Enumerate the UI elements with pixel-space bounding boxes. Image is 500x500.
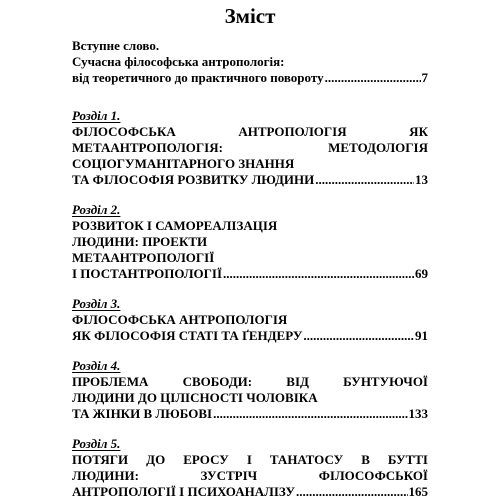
intro-line-3: від теоретичного до практичного повороту [72, 70, 324, 85]
section-title-line: РОЗВИТОК І САМОРЕАЛІЗАЦІЯ [72, 218, 278, 233]
section-label: Розділ 4. [72, 358, 121, 373]
section-leader-line [72, 406, 428, 422]
table-of-contents [72, 38, 428, 500]
intro-line-2: Сучасна філософська антропологія: [72, 54, 285, 69]
section-title-line: ПРОБЛЕМА СВОБОДИ: ВІД БУНТУЮЧОЇ [72, 374, 428, 389]
section-title-line: СОЦІОГУМАНІТАРНОГО ЗНАННЯ [72, 156, 295, 171]
section-leader-line [72, 172, 428, 188]
section-title-last-line: І ПОСТАНТРОПОЛОГІЇ [72, 266, 223, 281]
section-title-line: ПОТЯГИ ДО ЕРОСУ І ТАНАТОСУ В БУТТІ [72, 452, 428, 467]
page-number: 7 [421, 70, 428, 85]
section-title-last-line: ТА ЖІНКИ В ЛЮБОВІ [72, 406, 213, 421]
page-title: Зміст [224, 4, 276, 28]
page-number: 165 [408, 484, 428, 499]
section-title-line: ФІЛОСОФСЬКА АНТРОПОЛОГІЯ [72, 312, 288, 327]
section-leader-line [72, 266, 428, 282]
dot-leader [325, 70, 421, 86]
section-label: Розділ 1. [72, 108, 121, 123]
toc-entry-section-1[interactable] [72, 108, 428, 188]
intro-leader-line [72, 70, 428, 86]
section-title-line: ЛЮДИНИ: ЗУСТРІЧ ФІЛОСОФСЬКОЇ [72, 468, 428, 483]
section-leader-line [72, 328, 428, 344]
section-leader-line [72, 484, 428, 500]
section-title-last-line: АНТРОПОЛОГІЇ І ПСИХОАНАЛІЗУ [72, 484, 295, 499]
section-label: Розділ 5. [72, 436, 121, 451]
section-label: Розділ 3. [72, 296, 121, 311]
toc-entry-intro[interactable] [72, 38, 428, 86]
section-title-line: МЕТААНТРОПОЛОГІЇ [72, 250, 215, 265]
dot-leader [303, 328, 414, 344]
dot-leader [223, 266, 414, 282]
section-title-last-line: ТА ФІЛОСОФІЯ РОЗВИТКУ ЛЮДИНИ [72, 172, 315, 187]
section-title-line: МЕТААНТРОПОЛОГІЯ: МЕТОДОЛОГІЯ [72, 140, 428, 155]
section-title-line: ЛЮДИНИ ДО ЦІЛІСНОСТІ ЧОЛОВІКА [72, 390, 318, 405]
dot-leader [315, 172, 414, 188]
page-number: 69 [415, 266, 428, 281]
dot-leader [296, 484, 408, 500]
section-title-line: ЛЮДИНИ: ПРОЕКТИ [72, 234, 208, 249]
toc-entry-section-5[interactable] [72, 436, 428, 500]
toc-entry-section-4[interactable] [72, 358, 428, 422]
page-number: 91 [415, 328, 428, 343]
toc-entry-section-2[interactable] [72, 202, 428, 282]
page-number: 13 [415, 172, 428, 187]
dot-leader [213, 406, 407, 422]
intro-line-1: Вступне слово. [72, 38, 160, 53]
page-number: 133 [408, 406, 428, 421]
section-title-line: ФІЛОСОФСЬКА АНТРОПОЛОГІЯ ЯК [72, 124, 428, 139]
section-label: Розділ 2. [72, 202, 121, 217]
section-title-last-line: ЯК ФІЛОСОФІЯ СТАТІ ТА ҐЕНДЕРУ [72, 328, 303, 343]
toc-entry-section-3[interactable] [72, 296, 428, 344]
